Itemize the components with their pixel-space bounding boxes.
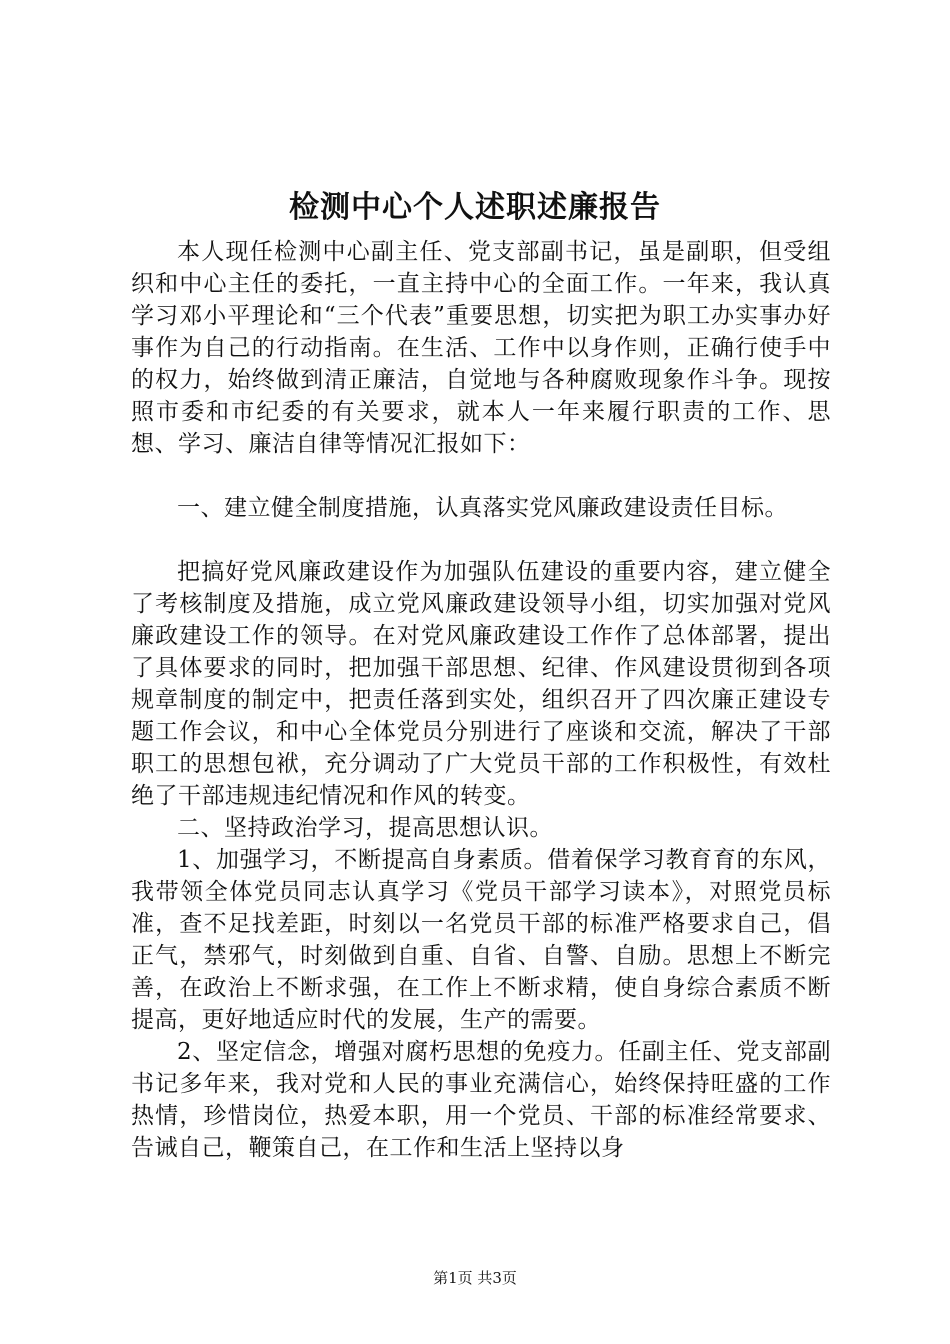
section-heading-2: 二、坚持政治学习，提高思想认识。 [177,815,553,841]
section-heading-1: 一、建立健全制度措施，认真落实党风廉政建设责任目标。 [177,495,788,521]
paragraph-section-1: 把搞好党风廉政建设作为加强队伍建设的重要内容，建立健全了考核制度及措施，成立党风廉政建设领导小组，切实加强对党风廉政建设工作的领导。在对党风廉政建设工作作了总体部署，提出了具体要求的同时，把加强干部思想、纪律、作风建设贯彻到各项规章制度的制定中，把责任落到实处，组织召开了四次廉正建设专题工作会议，和中心全体党员分别进行了座谈和交流，解决了干部职工的思想包袱，充分调动了广大党员干部的工作积极性，有效杜绝了干部违规违纪情况和作风的转变。 [131,559,831,809]
document-body [131,236,831,1164]
paragraph-intro: 本人现任检测中心副主任、党支部副书记，虽是副职，但受组织和中心主任的委托，一直主持中心的全面工作。一年来，我认真学习邓小平理论和“三个代表”重要思想，切实把为职工办实事办好事作为自己的行动指南。在生活、工作中以身作则，正确行使手中的权力，始终做到清正廉洁，自觉地与各种腐败现象作斗争。现按照市委和市纪委的有关要求，就本人一年来履行职责的工作、思想、学习、廉洁自律等情况汇报如下： [131,239,831,457]
paragraph-item-1: 1、加强学习，不断提高自身素质。借着保学习教育育的东风，我带领全体党员同志认真学习《党员干部学习读本》，对照党员标准，查不足找差距，时刻以一名党员干部的标准严格要求自己，倡正气，禁邪气，时刻做到自重、自省、自警、自励。思想上不断完善，在政治上不断求强，在工作上不断求精，使自身综合素质不断提高，更好地适应时代的发展，生产的需要。 [131,847,831,1033]
page-number-footer: 第1页 共3页 [433,1269,517,1287]
document-title: 检测中心个人述职述廉报告 [289,190,661,225]
paragraph-item-2: 2、坚定信念，增强对腐朽思想的免疫力。任副主任、党支部副书记多年来，我对党和人民的事业充满信心，始终保持旺盛的工作热情，珍惜岗位，热爱本职，用一个党员、干部的标准经常要求、告诫自己，鞭策自己，在工作和生活上坚持以身 [131,1039,831,1161]
